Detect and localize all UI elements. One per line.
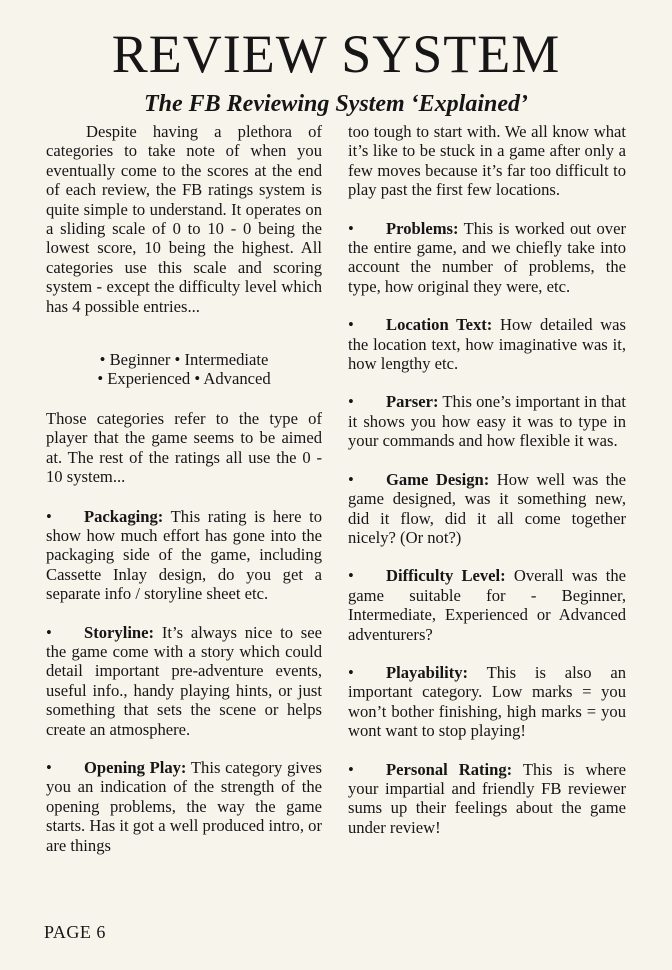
category-name: Opening Play: bbox=[84, 757, 187, 777]
category-storyline bbox=[46, 623, 322, 739]
bullet-icon: • bbox=[348, 566, 354, 586]
category-opening-play bbox=[46, 758, 322, 855]
category-text: This is where your impartial and friendly FB reviewer sums up their feelings about the game under review! bbox=[348, 759, 626, 837]
category-text: This is worked out over the entire game, and we chiefly take into account the number of problems, the type, how original they were, etc. bbox=[348, 218, 626, 296]
difficulty-levels-line-1: • Beginner • Intermediate bbox=[99, 350, 269, 370]
category-location-text bbox=[348, 315, 626, 373]
bullet-icon: • bbox=[348, 662, 354, 682]
levels-note-paragraph: Those categories refer to the type of player that the game seems to be aimed at. The rest of the ratings all use the 0 - 10 system... bbox=[46, 408, 322, 487]
page-subtitle: The FB Reviewing System ‘Explained’ bbox=[144, 91, 528, 117]
category-personal-rating bbox=[348, 760, 626, 838]
category-name: Location Text: bbox=[386, 315, 493, 335]
bullet-icon: • bbox=[46, 622, 52, 642]
page-title: REVIEW SYSTEM bbox=[111, 24, 561, 84]
category-name: Personal Rating: bbox=[386, 759, 513, 779]
bullet-icon: • bbox=[46, 506, 52, 526]
category-text: Overall was the game suitable for - Beginner, Intermediate, Experienced or Advanced adventurers? bbox=[348, 566, 627, 644]
bullet-icon: • bbox=[348, 315, 354, 335]
category-text: This is also an important category. Low marks = you won’t bother finishing, high marks = you wont want to stop playing! bbox=[348, 662, 626, 741]
left-column bbox=[46, 122, 322, 855]
category-name: Playability: bbox=[386, 662, 469, 682]
category-text: How detailed was the location text, how imaginative was it, how lengthy etc. bbox=[348, 315, 626, 374]
bullet-icon: • bbox=[348, 759, 354, 779]
category-name: Problems: bbox=[386, 218, 459, 238]
category-text: This rating is here to show how much effort has gone into the packaging side of the game, including Cassette Inlay design, do you get a separate info / storyline sheet etc. bbox=[46, 506, 322, 604]
page-number: PAGE 6 bbox=[44, 922, 106, 942]
bullet-icon: • bbox=[348, 218, 354, 238]
difficulty-levels-line-2: • Experienced • Advanced bbox=[97, 369, 271, 389]
bullet-icon: • bbox=[46, 757, 52, 777]
category-text: How well was the game designed, was it something new, did it flow, did it all come together nicely? (Or not?) bbox=[348, 469, 626, 547]
category-parser bbox=[348, 392, 626, 450]
category-text: This one’s important in that it shows you how easy it was to type in your commands and how flexible it was. bbox=[348, 392, 626, 451]
category-name: Difficulty Level: bbox=[386, 566, 506, 586]
bullet-icon: • bbox=[348, 392, 354, 412]
category-name: Storyline: bbox=[84, 622, 155, 642]
category-playability bbox=[348, 663, 626, 741]
category-problems bbox=[348, 219, 626, 297]
category-game-design bbox=[348, 470, 626, 548]
category-difficulty-level bbox=[348, 566, 626, 644]
category-name: Packaging: bbox=[84, 506, 164, 526]
bullet-icon: • bbox=[348, 469, 354, 489]
category-text: This category gives you an indication of the strength of the opening problems, the way the game starts. Has it got a well produced intro, or are things bbox=[46, 757, 322, 855]
category-text: It’s always nice to see the game come with a story which could detail important pre-adventure events, useful info., handy playing hints, or just something that sets the scene or helps create an atmosphere. bbox=[46, 622, 322, 739]
category-name: Parser: bbox=[386, 392, 439, 412]
right-column bbox=[348, 122, 626, 837]
intro-paragraph: Despite having a plethora of categories to take note of when you eventually come to the scores at the end of each review, the FB ratings system is quite simple to understand. It operates on a sliding scale of 0 to 10 - 0 being the lowest score, 10 being the highest. All categories use this scale and scoring system - except the difficulty level which has 4 possible entries... bbox=[46, 122, 322, 316]
category-name: Game Design: bbox=[386, 469, 490, 489]
opening-play-continued: too tough to start with. We all know what it’s like to be stuck in a game after only a few moves because it’s far too difficult to play past the first few locations. bbox=[348, 122, 626, 200]
category-packaging bbox=[46, 507, 322, 604]
